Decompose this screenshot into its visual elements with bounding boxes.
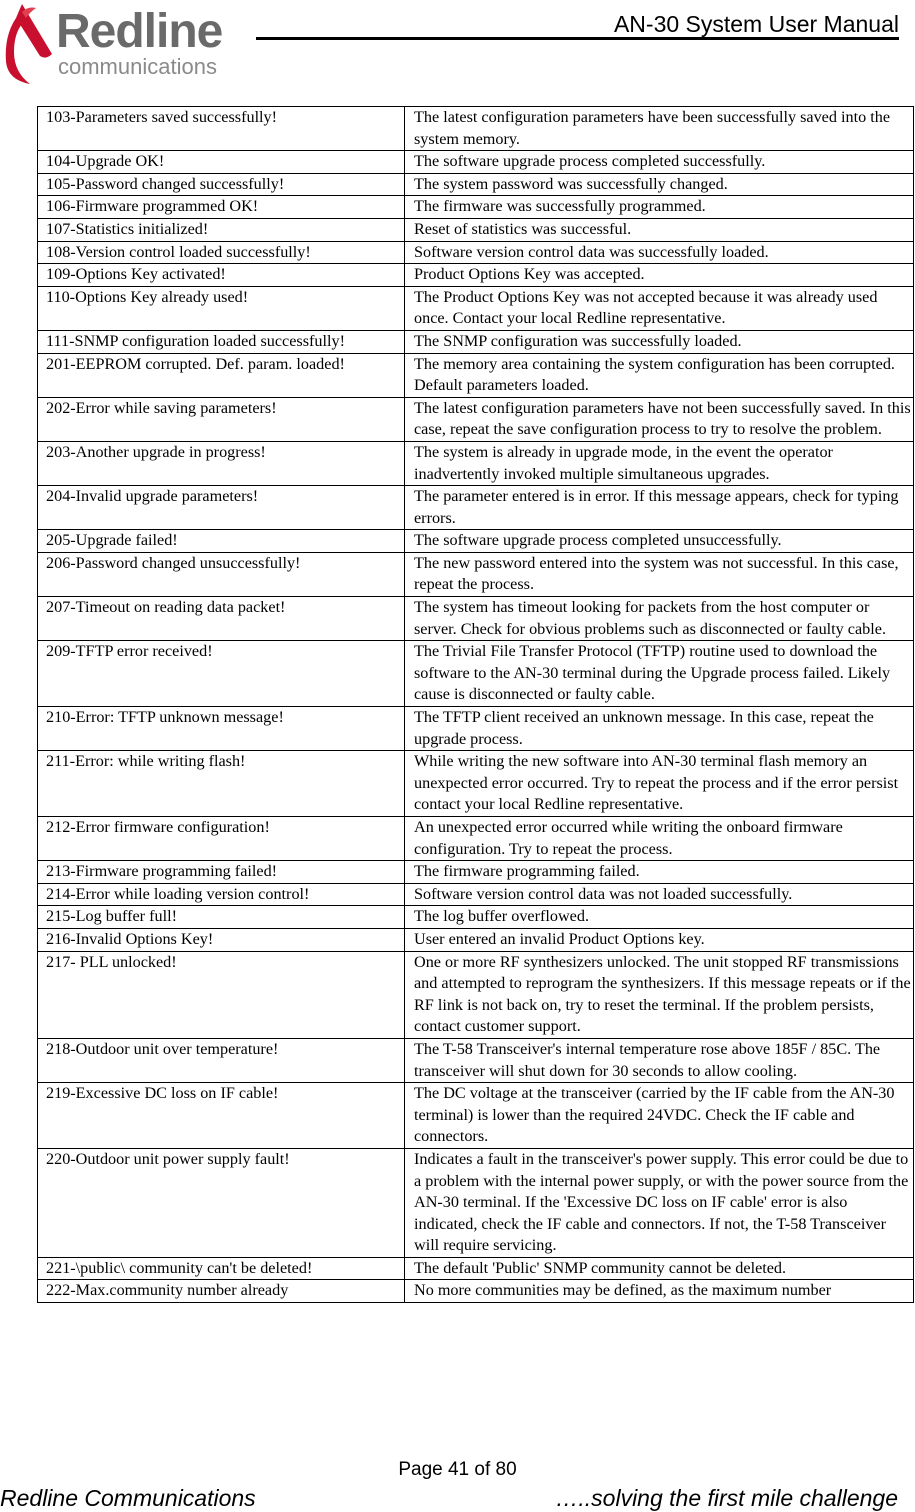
- message-code: 210-Error: TFTP unknown message!: [38, 707, 405, 751]
- message-description: The firmware was successfully programmed.: [405, 196, 914, 219]
- message-code: 202-Error while saving parameters!: [38, 397, 405, 441]
- message-description: The new password entered into the system was not successful. In this case, repeat the process.: [405, 552, 914, 596]
- message-code: 111-SNMP configuration loaded successfully!: [38, 330, 405, 353]
- table-row: [38, 486, 914, 530]
- table-row: [38, 883, 914, 906]
- message-description: The software upgrade process completed unsuccessfully.: [405, 530, 914, 553]
- message-code: 207-Timeout on reading data packet!: [38, 597, 405, 641]
- table-row: [38, 1083, 914, 1149]
- page-number: Page 41 of 80: [398, 1459, 517, 1480]
- document-title: AN-30 System User Manual: [613, 11, 899, 37]
- table-row: [38, 1148, 914, 1257]
- message-code: 104-Upgrade OK!: [38, 151, 405, 174]
- table-row: [38, 353, 914, 397]
- table-row: [38, 707, 914, 751]
- message-code: 107-Statistics initialized!: [38, 218, 405, 241]
- message-code: 215-Log buffer full!: [38, 906, 405, 929]
- message-description: Indicates a fault in the transceiver's power supply. This error could be due to a problem with the internal power supply, or with the power source from the AN-30 terminal. If the 'Excessive DC loss on IF cable' error is also indicated, check the IF cable and connectors. If not, the T-58 Transceiver will require servicing.: [405, 1148, 914, 1257]
- table-row: [38, 441, 914, 485]
- table-row: [38, 397, 914, 441]
- redline-logo: [2, 2, 252, 84]
- message-code: 222-Max.community number already: [38, 1280, 405, 1303]
- message-description: An unexpected error occurred while writing the onboard firmware configuration. Try to repeat the process.: [405, 817, 914, 861]
- logo-subtitle: communications: [58, 54, 217, 79]
- header-rule: [256, 37, 899, 40]
- message-description: The parameter entered is in error. If this message appears, check for typing errors.: [405, 486, 914, 530]
- message-description: The firmware programming failed.: [405, 861, 914, 884]
- message-code: 110-Options Key already used!: [38, 286, 405, 330]
- message-description: The default 'Public' SNMP community cannot be deleted.: [405, 1257, 914, 1280]
- message-code: 209-TFTP error received!: [38, 641, 405, 707]
- message-description: One or more RF synthesizers unlocked. The unit stopped RF transmissions and attempted to reprogram the synthesizers. If this message repeats or if the RF link is not back on, try to reset the terminal. If the problem persists, contact customer support.: [405, 951, 914, 1038]
- table-row: [38, 861, 914, 884]
- message-code: 217- PLL unlocked!: [38, 951, 405, 1038]
- message-description: User entered an invalid Product Options key.: [405, 928, 914, 951]
- table-row: [38, 817, 914, 861]
- table-row: [38, 1280, 914, 1303]
- table-row: [38, 530, 914, 553]
- message-code: 206-Password changed unsuccessfully!: [38, 552, 405, 596]
- message-description: The DC voltage at the transceiver (carried by the IF cable from the AN-30 terminal) is lower than the required 24VDC. Check the IF cable and connectors.: [405, 1083, 914, 1149]
- message-description: The TFTP client received an unknown message. In this case, repeat the upgrade process.: [405, 707, 914, 751]
- message-code: 204-Invalid upgrade parameters!: [38, 486, 405, 530]
- message-description: The latest configuration parameters have not been successfully saved. In this case, repeat the save configuration process to try to resolve the problem.: [405, 397, 914, 441]
- message-description: Product Options Key was accepted.: [405, 264, 914, 287]
- message-description: No more communities may be defined, as the maximum number: [405, 1280, 914, 1303]
- message-description: Software version control data was not loaded successfully.: [405, 883, 914, 906]
- table-row: [38, 906, 914, 929]
- table-row: [38, 597, 914, 641]
- message-description: The system has timeout looking for packets from the host computer or server. Check for obvious problems such as disconnected or faulty cable.: [405, 597, 914, 641]
- message-description: The latest configuration parameters have been successfully saved into the system memory.: [405, 107, 914, 151]
- message-description: The system password was successfully changed.: [405, 173, 914, 196]
- message-code: 201-EEPROM corrupted. Def. param. loaded!: [38, 353, 405, 397]
- message-code: 203-Another upgrade in progress!: [38, 441, 405, 485]
- message-code: 221-\public\ community can't be deleted!: [38, 1257, 405, 1280]
- table-row: [38, 330, 914, 353]
- table-row: [38, 173, 914, 196]
- table-row: [38, 286, 914, 330]
- message-code: 109-Options Key activated!: [38, 264, 405, 287]
- message-description: The log buffer overflowed.: [405, 906, 914, 929]
- table-row: [38, 951, 914, 1038]
- message-description: While writing the new software into AN-30 terminal flash memory an unexpected error occurred. Try to repeat the process and if the error persist contact your local Redline representative.: [405, 751, 914, 817]
- message-code: 218-Outdoor unit over temperature!: [38, 1038, 405, 1082]
- table-row: [38, 1257, 914, 1280]
- message-description: The Trivial File Transfer Protocol (TFTP) routine used to download the software to the AN-30 terminal during the Upgrade process failed. Likely cause is disconnected or faulty cable.: [405, 641, 914, 707]
- redline-swoosh-icon: [2, 2, 58, 86]
- table-row: [38, 107, 914, 151]
- table-row: [38, 641, 914, 707]
- table-row: [38, 218, 914, 241]
- message-code: 214-Error while loading version control!: [38, 883, 405, 906]
- table-row: [38, 196, 914, 219]
- table-row: [38, 552, 914, 596]
- footer-company: Redline Communications: [0, 1485, 256, 1511]
- message-description: The T-58 Transceiver's internal temperature rose above 185F / 85C. The transceiver will shut down for 30 seconds to allow cooling.: [405, 1038, 914, 1082]
- message-code: 213-Firmware programming failed!: [38, 861, 405, 884]
- message-code: 106-Firmware programmed OK!: [38, 196, 405, 219]
- table-row: [38, 1038, 914, 1082]
- message-description: Software version control data was successfully loaded.: [405, 241, 914, 264]
- message-code: 220-Outdoor unit power supply fault!: [38, 1148, 405, 1257]
- message-description: The system is already in upgrade mode, in the event the operator inadvertently invoked multiple simultaneous upgrades.: [405, 441, 914, 485]
- table-row: [38, 264, 914, 287]
- message-code: 212-Error firmware configuration!: [38, 817, 405, 861]
- message-code: 108-Version control loaded successfully!: [38, 241, 405, 264]
- table-row: [38, 151, 914, 174]
- table-row: [38, 751, 914, 817]
- message-code: 205-Upgrade failed!: [38, 530, 405, 553]
- table-row: [38, 241, 914, 264]
- message-description: The memory area containing the system configuration has been corrupted. Default parameters loaded.: [405, 353, 914, 397]
- message-code: 219-Excessive DC loss on IF cable!: [38, 1083, 405, 1149]
- table-row: [38, 928, 914, 951]
- message-description: Reset of statistics was successful.: [405, 218, 914, 241]
- message-description: The software upgrade process completed successfully.: [405, 151, 914, 174]
- message-table-body: [38, 107, 914, 1303]
- message-code: 211-Error: while writing flash!: [38, 751, 405, 817]
- message-code: 105-Password changed successfully!: [38, 173, 405, 196]
- footer-tagline: …..solving the first mile challenge: [555, 1485, 898, 1511]
- message-description: The SNMP configuration was successfully loaded.: [405, 330, 914, 353]
- message-code: 103-Parameters saved successfully!: [38, 107, 405, 151]
- logo-wordmark: Redline: [56, 5, 223, 58]
- message-description: The Product Options Key was not accepted because it was already used once. Contact your local Redline representative.: [405, 286, 914, 330]
- message-code: 216-Invalid Options Key!: [38, 928, 405, 951]
- message-table: [37, 106, 914, 1303]
